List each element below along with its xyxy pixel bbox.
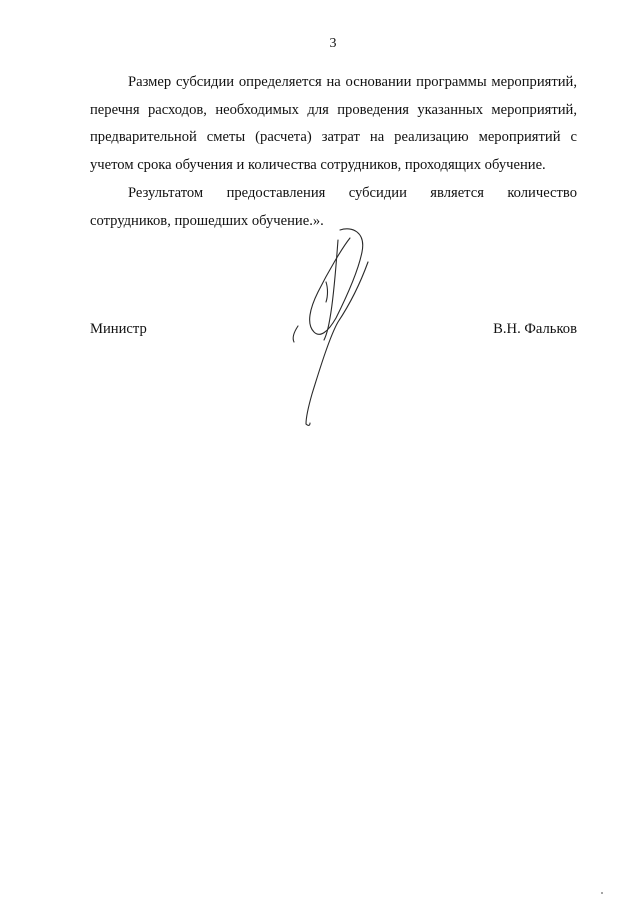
scan-speck bbox=[601, 892, 603, 894]
page-number: 3 bbox=[329, 36, 337, 51]
signatory-name: В.Н. Фальков bbox=[493, 321, 577, 337]
paragraph-subsidy-amount: Размер субсидии определяется на основании программы мероприятий, перечня расходов, необходимых для проведения указанных мероприятий, предварительной сметы (расчета) затрат на реализацию мероприятий с учетом срока обучения и количества сотрудников, проходящих обучение. bbox=[90, 74, 577, 173]
signature-block bbox=[90, 321, 577, 343]
paragraph-subsidy-result: Результатом предоставления субсидии является количество сотрудников, прошедших обучение.». bbox=[90, 185, 577, 229]
signatory-title: Министр bbox=[90, 321, 147, 337]
document-body bbox=[90, 69, 577, 235]
